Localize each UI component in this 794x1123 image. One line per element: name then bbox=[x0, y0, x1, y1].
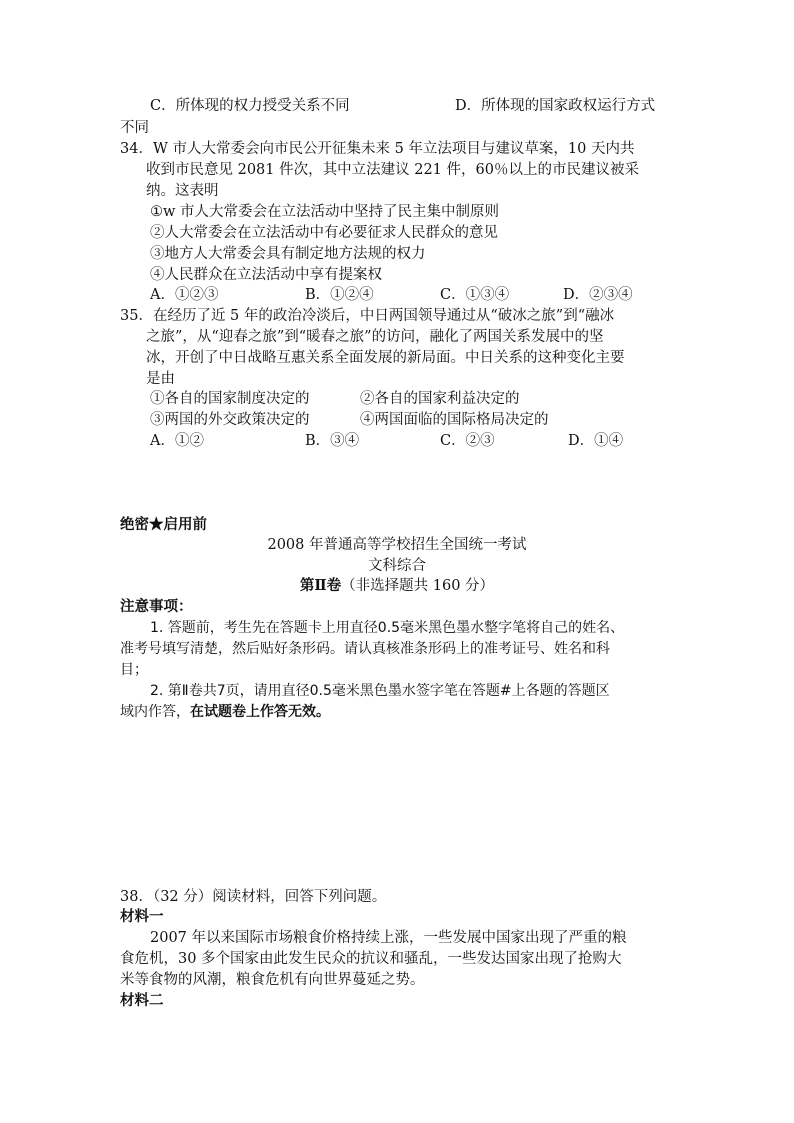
part-title-bold: 第Ⅱ卷 bbox=[299, 577, 342, 594]
q33-option-d: D．所体现的国家政权运行方式 bbox=[455, 98, 656, 114]
exam-title: 2008 年普通高等学校招生全国统一考试 bbox=[267, 537, 527, 553]
q35-item-3: ③两国的外交政策决定的 bbox=[150, 412, 310, 428]
q35-choice-a: A．①② bbox=[150, 433, 204, 449]
q35-item-1: ①各自的国家制度决定的 bbox=[150, 391, 310, 407]
q33-option-c: C．所体现的权力授受关系不同 bbox=[150, 98, 350, 114]
notice-item1-line2: 准考号填写清楚，然后贴好条形码。请认真核准条形码上的准考证号、姓名和科 bbox=[120, 641, 610, 657]
q35-stem-line2: 之旅”，从“迎春之旅”到“暖春之旅”的访问，融化了两国关系发展中的坚 bbox=[146, 329, 604, 345]
secret-label: 绝密★启用前 bbox=[120, 516, 207, 533]
material1-line2: 食危机，30 多个国家由此发生民众的抗议和骚乱，一些发达国家出现了抢购大 bbox=[120, 951, 622, 967]
q34-stem-line3: 纳。这表明 bbox=[146, 183, 219, 199]
q34-item-2: ②人大常委会在立法活动中有必要征求人民群众的意见 bbox=[150, 225, 498, 241]
part-title bbox=[0, 576, 794, 596]
q35-stem-line1: 35．在经历了近 5 年的政治冷淡后，中日两国领导通过从“破冰之旅”到“融冰 bbox=[120, 308, 615, 324]
q33-option-d-wrap: 不同 bbox=[120, 120, 149, 136]
subject-title: 文科综合 bbox=[368, 558, 426, 574]
q35-stem-line4: 是由 bbox=[146, 371, 175, 387]
material1-line1: 2007 年以来国际市场粮食价格持续上涨，一些发展中国家出现了严重的粮 bbox=[150, 930, 627, 946]
q35-choice-d: D．①④ bbox=[568, 433, 624, 449]
q35-item-2: ②各自的国家利益决定的 bbox=[360, 391, 520, 407]
q34-choice-a: A．①②③ bbox=[150, 287, 219, 303]
notice-item2-line1: 2. 第Ⅱ卷共7页，请用直径0.5毫米黑色墨水签字笔在答题#上各题的答题区 bbox=[150, 683, 610, 699]
notice-item2-normal: 域内作答， bbox=[120, 704, 190, 720]
q35-stem-line3: 冰，开创了中日战略互惠关系全面发展的新局面。中日关系的这种变化主要 bbox=[146, 350, 625, 366]
q35-choice-c: C．②③ bbox=[440, 433, 495, 449]
q34-item-1: ①w 市人大常委会在立法活动中坚持了民主集中制原则 bbox=[150, 204, 500, 220]
notice-item1-line1: 1. 答题前，考生先在答题卡上用直径0.5毫米黑色墨水整字笔将自己的姓名、 bbox=[150, 620, 625, 636]
material1-line3: 米等食物的风潮，粮食危机有向世界蔓延之势。 bbox=[120, 972, 425, 988]
q34-choice-c: C．①③④ bbox=[440, 287, 510, 303]
q34-item-4: ④人民群众在立法活动中享有提案权 bbox=[150, 267, 382, 283]
q34-choice-b: B．①②④ bbox=[305, 287, 374, 303]
notice-item2-bold: 在试题卷上作答无效。 bbox=[190, 704, 330, 720]
material1-title: 材料一 bbox=[120, 908, 164, 925]
notice-title: 注意事项： bbox=[120, 598, 193, 615]
q34-choice-d: D．②③④ bbox=[563, 287, 633, 303]
q34-item-3: ③地方人大常委会具有制定地方法规的权力 bbox=[150, 246, 426, 262]
q34-stem-line1: 34．W 市人大常委会向市民公开征集未来 5 年立法项目与建议草案，10 天内共 bbox=[120, 141, 635, 157]
part-title-rest: （非选择题共 160 分） bbox=[341, 578, 495, 594]
material2-title: 材料二 bbox=[120, 992, 164, 1009]
q34-stem-line2: 收到市民意见 2081 件次，其中立法建议 221 件，60％以上的市民建议被采 bbox=[146, 162, 639, 178]
q35-item-4: ④两国面临的国际格局决定的 bbox=[360, 412, 549, 428]
notice-item2-line2 bbox=[120, 702, 330, 722]
q35-choice-b: B．③④ bbox=[305, 433, 360, 449]
q38-stem: 38．（32 分）阅读材料，回答下列问题。 bbox=[120, 889, 387, 905]
notice-item1-line3: 目； bbox=[120, 662, 148, 678]
